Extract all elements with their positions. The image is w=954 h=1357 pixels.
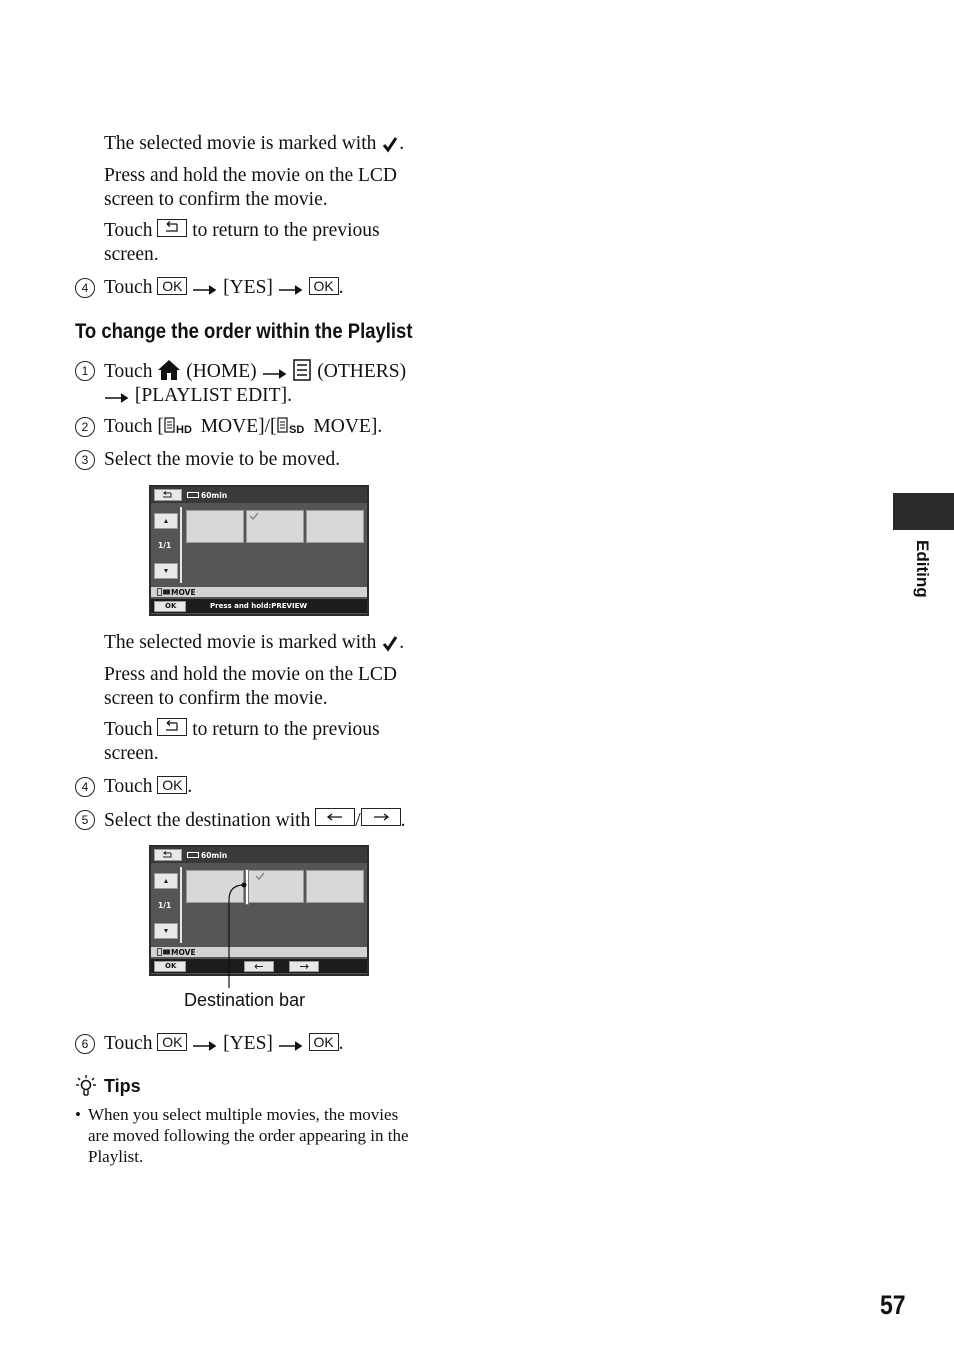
arrow-right-icon [192,283,218,297]
scroll-down-button[interactable] [154,563,178,579]
others-icon [292,359,312,381]
lcd-screen-destination [149,845,369,976]
hd-movie-icon [157,948,171,956]
step-number-4: 4 [75,278,95,298]
svg-text:HD: HD [175,424,192,436]
arrow-right-icon [104,391,130,405]
ok-button-icon: OK [157,1033,187,1051]
step-4-text: Touch OK [YES] OK . [104,277,344,298]
check-icon [249,512,259,520]
press-hold-text: Press and hold the movie on the LCD screen to confirm the movie. [104,165,398,210]
step-number-4: 4 [75,777,95,797]
movie-thumbnail[interactable] [186,510,244,543]
step-number-1: 1 [75,361,95,381]
arrow-left-button-icon [315,808,355,826]
step-number-5: 5 [75,810,95,830]
mode-label: MOVE [171,588,196,597]
step-6-text: Touch OK [YES] OK . [104,1033,344,1054]
step-3-text: Select the movie to be moved. [104,449,341,470]
ok-button-icon: OK [157,277,187,295]
svg-text:SD: SD [288,424,304,436]
return-button[interactable] [154,849,182,861]
callout-line [220,880,250,990]
scrollbar [180,867,182,943]
battery-icon [187,492,199,498]
battery-icon [187,852,199,858]
page-indicator: 1/1 [158,901,172,910]
scrollbar [180,507,182,583]
tips-title: Tips [104,1076,141,1096]
destination-bar-caption: Destination bar [184,990,306,1010]
arrow-right-icon [192,1039,218,1053]
arrow-right-icon [278,283,304,297]
step-2-text: Touch [ HD MOVE]/[ SD MOVE]. [104,416,383,437]
ok-button[interactable]: OK [154,961,186,972]
check-icon [381,135,399,153]
sd-movie-icon [277,416,309,436]
step-4-text: Touch OK . [104,776,193,797]
ok-button-icon: OK [157,776,187,794]
lcd-screen-select [149,485,369,616]
lightbulb-icon [75,1074,97,1098]
press-hold-text: Press and hold the movie on the LCD screen to confirm the movie. [104,664,398,709]
movie-thumbnail-selected[interactable] [246,510,304,543]
step-1-text: Touch (HOME) (OTHERS) [PLAYLIST EDIT]. [104,361,407,406]
home-icon [157,359,181,381]
section-heading: To change the order within the Playlist [75,320,413,343]
page-indicator: 1/1 [158,541,172,550]
movie-thumbnail[interactable] [306,870,364,903]
scroll-down-button[interactable] [154,923,178,939]
step-number-2: 2 [75,417,95,437]
ok-button[interactable]: OK [154,601,186,612]
return-icon [157,718,187,736]
return-icon [157,219,187,237]
marked-line: The selected movie is marked with . [104,133,405,154]
hd-movie-icon [157,588,171,596]
check-icon [381,634,399,652]
arrow-right-icon [278,1039,304,1053]
ok-button-icon: OK [309,1033,339,1051]
remaining-time: 60min [201,851,228,860]
hint-text: Press and hold:PREVIEW [210,602,308,610]
tips-bullet: • [75,1105,81,1124]
page-number: 57 [880,1290,906,1320]
section-tab-marker [893,493,954,530]
return-text: Touch to return to the previous screen. [104,719,380,764]
ok-button-icon: OK [309,277,339,295]
step-5-text: Select the destination with / . [104,810,406,831]
move-right-button[interactable] [289,961,319,972]
movie-thumbnail-selected[interactable] [246,870,304,903]
arrow-right-button-icon [361,808,401,826]
movie-thumbnail[interactable] [306,510,364,543]
step-number-3: 3 [75,450,95,470]
mode-label: MOVE [171,948,196,957]
return-button[interactable] [154,489,182,501]
remaining-time: 60min [201,491,228,500]
hd-movie-icon [164,416,196,436]
scroll-up-button[interactable] [154,513,178,529]
arrow-right-icon [262,367,288,381]
return-text: Touch to return to the previous screen. [104,220,380,265]
marked-line: The selected movie is marked with . [104,632,405,653]
check-icon [255,872,265,880]
section-tab-label: Editing [913,540,932,598]
tips-text: When you select multiple movies, the movies are moved following the order appearing in the Playlist. [88,1105,409,1166]
scroll-up-button[interactable] [154,873,178,889]
step-number-6: 6 [75,1034,95,1054]
